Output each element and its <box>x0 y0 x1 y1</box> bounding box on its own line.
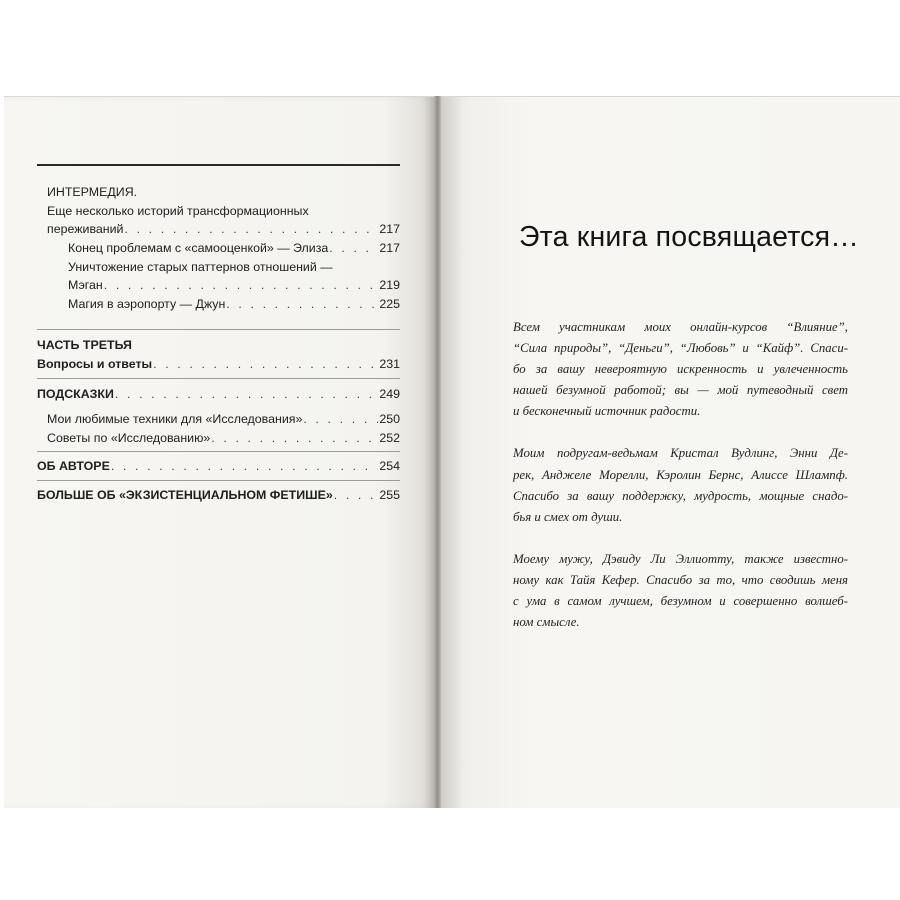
toc-entry-title: Уничтожение старых паттернов отношений — <box>68 259 333 274</box>
dedication-line: бья и смех от души. <box>513 509 623 524</box>
dedication-title: Эта книга посвящается… <box>519 221 859 253</box>
toc-separator <box>37 480 400 481</box>
toc-page-number: 231 <box>379 356 400 371</box>
toc-entry-intermedia-l2 <box>37 220 400 239</box>
toc-leader-dots <box>334 486 379 505</box>
left-page <box>4 96 434 808</box>
toc-page-number: 217 <box>379 222 400 237</box>
toc-entry-title: ЧАСТЬ ТРЕТЬЯ <box>37 337 132 352</box>
toc-entry-title: ИНТЕРМЕДИЯ. <box>47 185 138 199</box>
toc-entry-eliza <box>37 239 400 258</box>
toc-entry-part3 <box>37 336 400 355</box>
toc-entry-intermedia-title <box>37 183 400 202</box>
toc-leader-dots <box>226 295 378 314</box>
dedication-paragraph <box>513 549 848 633</box>
toc-entry-title: Вопросы и ответы <box>37 356 153 371</box>
toc-leader-dots <box>153 355 378 374</box>
toc-leader-dots <box>303 410 378 429</box>
toc-leader-dots <box>211 429 378 448</box>
toc-separator <box>37 329 400 330</box>
toc-entry-title: Еще несколько историй трансформационных <box>47 203 309 218</box>
toc-page-number: 250 <box>379 411 400 426</box>
book-gutter <box>434 96 441 808</box>
toc-entry-megan-l2 <box>37 276 400 295</box>
toc-entry-title: ОБ АВТОРЕ <box>37 459 110 474</box>
toc-entry-intermedia-l1 <box>37 202 400 221</box>
toc-separator <box>37 378 400 379</box>
dedication-line: рек, Анджеле Морелли, Кэролин Бернс, Алиссе Шлампф. <box>513 467 848 482</box>
toc-page-number: 254 <box>379 459 400 474</box>
dedication-body <box>513 317 848 654</box>
toc-leader-dots <box>111 457 378 476</box>
toc-entry-more <box>37 486 400 505</box>
toc-leader-dots <box>329 239 378 258</box>
toc-entry-qa <box>37 355 400 374</box>
toc-leader-dots <box>115 385 378 404</box>
toc-entry-title: Советы по «Исследованию» <box>47 430 211 445</box>
toc-top-rule <box>37 164 400 166</box>
toc-leader-dots <box>124 220 378 239</box>
dedication-line: “Сила природы”, “Деньги”, “Любовь” и “Кайф”. Спаси- <box>513 341 848 356</box>
toc-entry-fav <box>37 410 400 429</box>
toc-entry-hints <box>37 385 400 404</box>
dedication-line: ном смысле. <box>513 615 580 630</box>
dedication-line: Моему мужу, Дэвиду Ли Эллиотту, также известно- <box>513 551 848 566</box>
toc-page-number: 249 <box>379 387 400 402</box>
toc-page-number: 252 <box>379 430 400 445</box>
table-of-contents <box>37 183 400 505</box>
dedication-line: ному как Тайя Кефер. Спасибо за то, что сводишь меня <box>513 572 848 587</box>
dedication-line: нашей безумной работой; вы — мой путеводный свет <box>513 383 848 398</box>
toc-page-number: 219 <box>379 278 400 293</box>
dedication-line: Спасибо за вашу поддержку, мудрость, мощные снадо- <box>513 488 848 503</box>
dedication-line: и бесконечный источник радости. <box>513 404 701 419</box>
toc-entry-june <box>37 295 400 314</box>
toc-page-number: 225 <box>379 297 400 312</box>
dedication-line: Моим подругам-ведьмам Кристал Вудлинг, Энни Де- <box>513 446 848 461</box>
toc-entry-megan-l1 <box>37 258 400 277</box>
toc-entry-title: БОЛЬШЕ ОБ «ЭКЗИСТЕНЦИАЛЬНОМ ФЕТИШЕ» <box>37 487 333 502</box>
toc-page-number: 255 <box>379 487 400 502</box>
toc-entry-title: Конец проблемам с «самооценкой» — Элиза <box>68 241 329 256</box>
right-page <box>441 96 900 808</box>
toc-leader-dots <box>104 276 379 295</box>
toc-page-number: 217 <box>379 241 400 256</box>
dedication-paragraph <box>513 317 848 422</box>
toc-separator <box>37 451 400 452</box>
dedication-line: с ума в самом лучшем, безумном и совершенно волшеб- <box>513 594 848 609</box>
toc-entry-title: Магия в аэропорту — Джун <box>68 297 226 312</box>
toc-entry-author <box>37 457 400 476</box>
toc-gap <box>37 314 400 326</box>
toc-entry-title: Мои любимые техники для «Исследования» <box>47 411 303 426</box>
toc-entry-title: ПОДСКАЗКИ <box>37 387 114 402</box>
toc-entry-tips <box>37 429 400 448</box>
dedication-line: бо за вашу невероятную искренность и увлеченность <box>513 362 848 377</box>
dedication-paragraph <box>513 443 848 527</box>
dedication-line: Всем участникам моих онлайн-курсов “Влияние”, <box>513 320 848 334</box>
toc-entry-title: переживаний <box>47 222 124 237</box>
toc-entry-title: Мэган <box>68 278 103 293</box>
